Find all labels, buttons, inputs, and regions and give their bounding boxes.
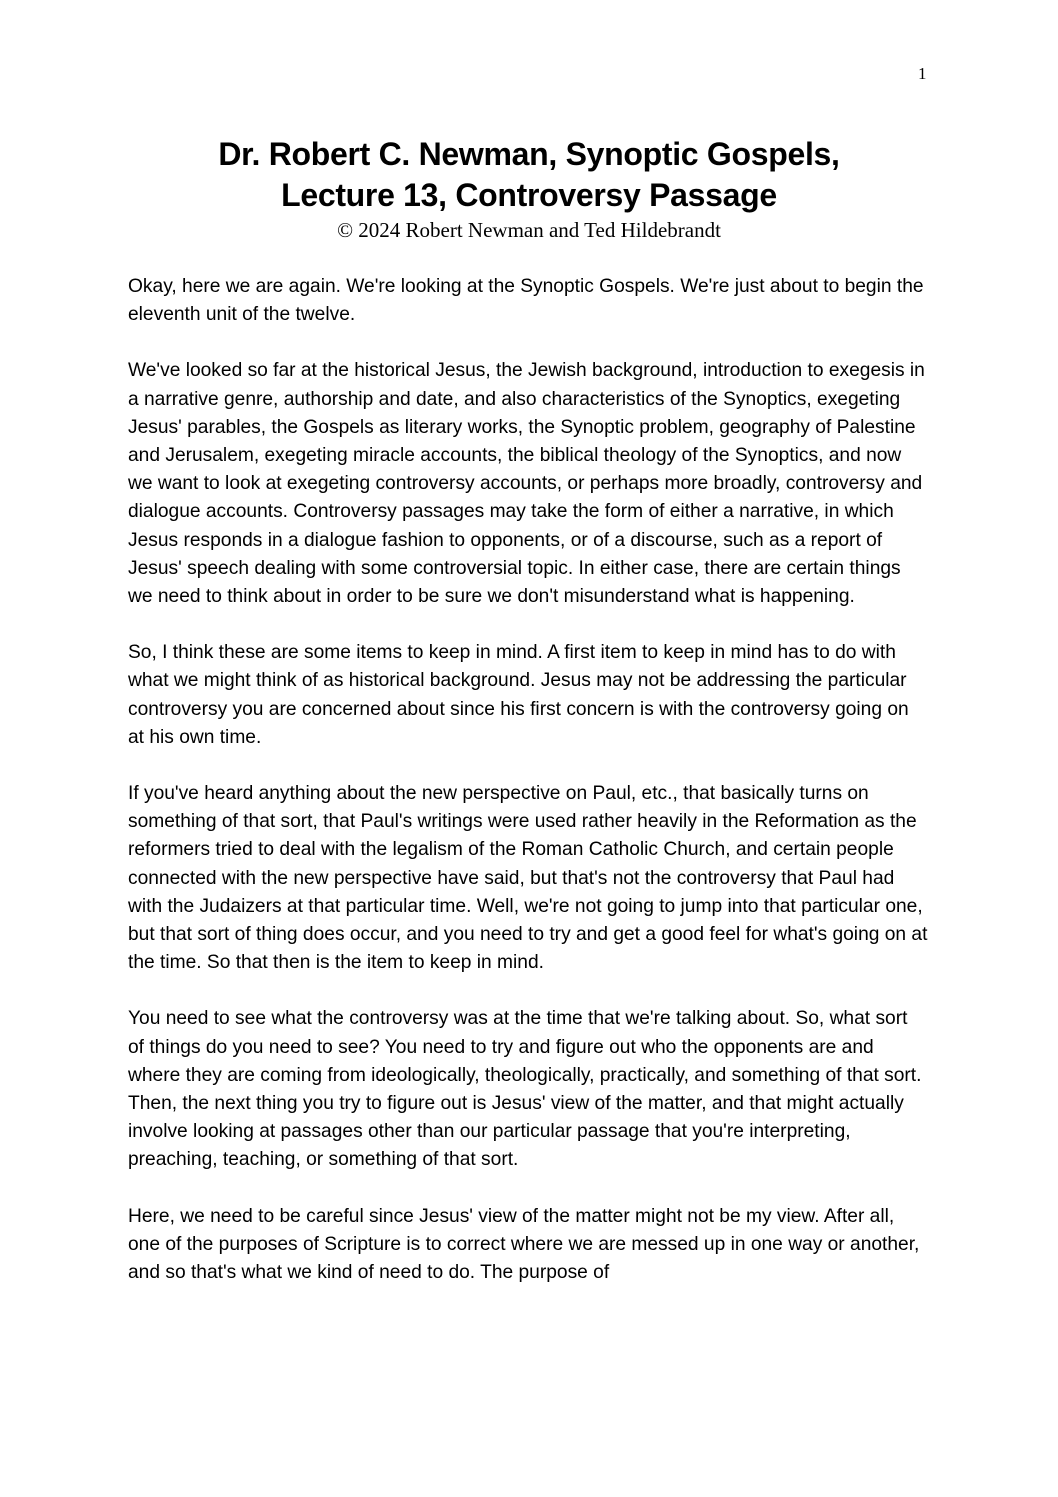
paragraph: You need to see what the controversy was at the time that we're talking about. So, what sort of things do you need to see? You need to try and figure out who the opponents are and where they are coming from ideologically, theologically, practically, and something of that sort. Then, the next thing you try to figure out is Jesus' view of the matter, and that might actually involve looking at passages other than our particular passage that you're interpreting, preaching, teaching, or something of that sort. [128,1008,922,1171]
paragraph: Here, we need to be careful since Jesus' view of the matter might not be my view. After all, one of the purposes of Scripture is to correct where we are messed up in one way or another, and so that's what we kind of need to do. The purpose of [128,1205,920,1284]
document-title-line-1: Dr. Robert C. Newman, Synoptic Gospels, [218,136,840,172]
paragraph: We've looked so far at the historical Jesus, the Jewish background, introduction to exegesis in a narrative genre, authorship and date, and also characteristics of the Synoptics, exegeting Jesus' parables, the Gospels as literary works, the Synoptic problem, geography of Palestine and Jerusalem, exegeting miracle accounts, the biblical theology of the Synoptics, and now we want to look at exegeting controversy accounts, or perhaps more broadly, controversy and dialogue accounts. Controversy passages may take the form of either a narrative, in which Jesus responds in a dialogue fashion to opponents, or of a discourse, such as a report of Jesus' speech dealing with some controversial topic. In either case, there are certain things we need to think about in order to be sure we don't misunderstand what is happening. [128,360,925,608]
body-text [128,273,928,1315]
copyright-line: © 2024 Robert Newman and Ted Hildebrandt [337,218,721,242]
title-block [0,134,1058,242]
document-title-line-2: Lecture 13, Controversy Passage [281,177,777,213]
paragraph: Okay, here we are again. We're looking at the Synoptic Gospels. We're just about to begin the eleventh unit of the twelve. [128,276,924,326]
paragraph: If you've heard anything about the new perspective on Paul, etc., that basically turns on something of that sort, that Paul's writings were used rather heavily in the Reformation as the reformers tried to deal with the legalism of the Roman Catholic Church, and certain people connected with the new perspective have said, but that's not the controversy that Paul had with the Judaizers at that particular time. Well, we're not going to jump into that particular one, but that sort of thing does occur, and you need to try and get a good feel for what's going on at the time. So that then is the item to keep in mind. [128,783,928,974]
page-number: 1 [918,64,927,83]
paragraph: So, I think these are some items to keep in mind. A first item to keep in mind has to do with what we might think of as historical background. Jesus may not be addressing the particular controversy you are concerned about since his first concern is with the controversy going on at his own time. [128,642,909,748]
